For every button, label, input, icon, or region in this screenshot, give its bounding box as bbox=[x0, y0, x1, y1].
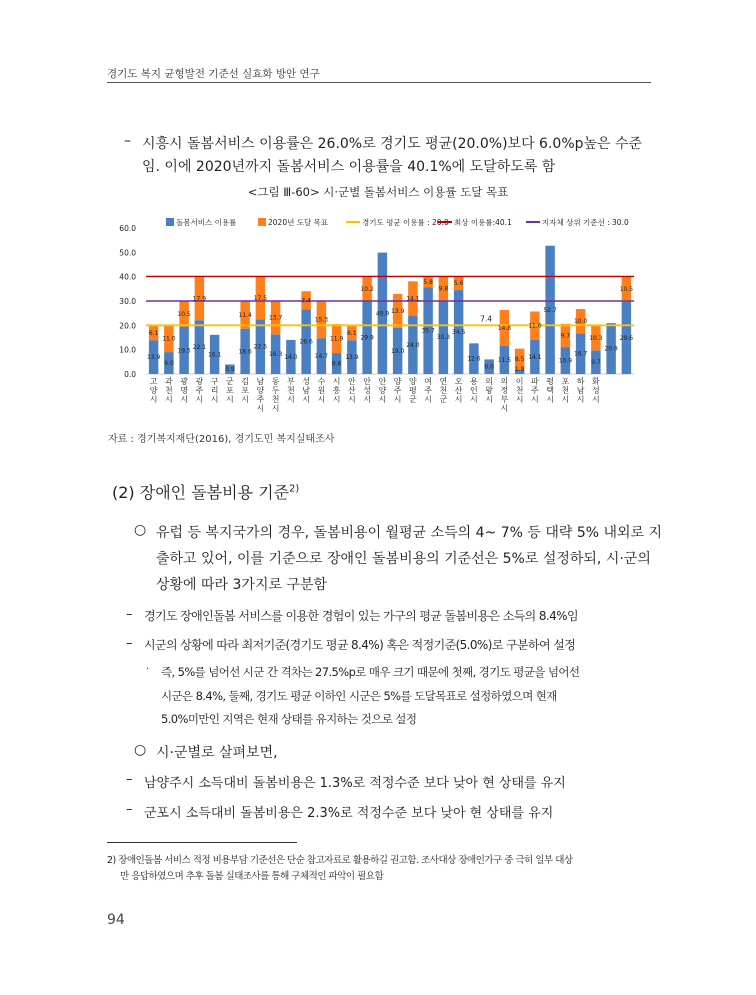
x-axis-labels bbox=[150, 376, 600, 413]
x-tick-label: 시 bbox=[271, 404, 280, 413]
bar-target-label: 10.2 bbox=[360, 285, 374, 293]
y-tick-label: 20.0 bbox=[119, 321, 136, 331]
dash-marker: – bbox=[126, 802, 133, 817]
x-tick-label: 시 bbox=[165, 395, 173, 404]
dash-item-3: 남양주시 소득대비 돌봄비용은 1.3%로 적정수준 보다 낮아 현 상태를 유지 bbox=[144, 776, 566, 791]
x-tick-label: 화 bbox=[592, 377, 600, 386]
legend-label: 돌봄서비스 이용률 bbox=[176, 218, 237, 227]
dash-marker: – bbox=[126, 772, 133, 787]
circle-bullet: ○ bbox=[134, 522, 147, 538]
x-tick-label: 천 bbox=[439, 386, 448, 395]
bar-usage-label: 9.0 bbox=[164, 360, 174, 368]
x-tick-label: 연 bbox=[439, 377, 448, 386]
x-tick-label: 천 bbox=[561, 386, 570, 395]
x-tick-label: 양 bbox=[393, 377, 402, 386]
x-tick-label: 평 bbox=[409, 386, 417, 395]
footnote-mark: 2) bbox=[289, 483, 300, 495]
x-tick-label: 하 bbox=[576, 377, 585, 386]
y-tick-label: 30.0 bbox=[119, 297, 136, 306]
x-tick-label: 원 bbox=[317, 386, 326, 395]
x-tick-label: 시 bbox=[393, 395, 402, 404]
header-rule bbox=[107, 82, 651, 83]
x-tick-label: 시 bbox=[424, 395, 432, 404]
bar-target-label: 17.9 bbox=[192, 295, 207, 303]
bullet1-line-3: 상황에 따라 3가지로 구분함 bbox=[156, 577, 328, 593]
bar-usage-label: 10.9 bbox=[558, 357, 573, 365]
x-tick-label: 명 bbox=[180, 386, 188, 395]
x-tick-label: 시 bbox=[363, 395, 371, 404]
x-tick-label: 리 bbox=[210, 386, 219, 395]
bar-target-label: 9.7 bbox=[560, 332, 571, 340]
bar-target-label: 15.3 bbox=[314, 316, 329, 324]
section-title-text: (2) 장애인 돌봄비용 기준 bbox=[112, 483, 290, 502]
legend-label: 2020년 도달 목표 bbox=[268, 218, 329, 227]
bar-target-label: 11.9 bbox=[329, 335, 344, 343]
x-tick-label: 주 bbox=[256, 395, 265, 404]
x-tick-label: 시 bbox=[500, 404, 509, 413]
x-tick-label: 시 bbox=[287, 395, 295, 404]
x-tick-label: 시 bbox=[531, 395, 539, 404]
x-tick-label: 성 bbox=[363, 386, 371, 395]
bar-usage-label: 16.1 bbox=[207, 351, 222, 359]
x-tick-label: 천 bbox=[165, 386, 173, 395]
x-tick-label: 오 bbox=[454, 377, 463, 386]
x-tick-label: 포 bbox=[561, 377, 570, 386]
legend-swatch bbox=[166, 218, 174, 226]
x-tick-label: 시 bbox=[576, 395, 585, 404]
bar-target-label: 11.0 bbox=[162, 335, 176, 343]
bar-target-label: 9.8 bbox=[438, 285, 449, 293]
bullet1-line-1: 유럽 등 복지국가의 경우, 돌봄비용이 월평균 소득의 4~ 7% 등 대략 5% 내외로 지 bbox=[156, 525, 663, 541]
y-tick-label: 50.0 bbox=[119, 248, 136, 258]
y-tick-label: 10.0 bbox=[119, 345, 136, 355]
x-tick-label: 부 bbox=[500, 395, 509, 404]
legend-swatch bbox=[258, 218, 266, 226]
footnote-rule bbox=[107, 842, 297, 843]
bar-usage-label: 8.6 bbox=[331, 360, 342, 368]
bar-usage-label: 19.0 bbox=[390, 347, 405, 355]
bar-usage-label: 18.6 bbox=[238, 348, 252, 356]
x-tick-label: 시 bbox=[470, 395, 478, 404]
x-tick-label: 남 bbox=[302, 386, 310, 395]
dot-bullet: · bbox=[146, 664, 150, 675]
x-tick-label: 천 bbox=[515, 386, 524, 395]
bar-usage-label: 14.1 bbox=[528, 353, 542, 361]
dash-item-1: 경기도 장애인돌봄 서비스를 이용한 경험이 있는 가구의 평균 돌봄비용은 소득의 8.4%임 bbox=[144, 609, 578, 623]
bullet2-line-1: 시·군별로 살펴보면, bbox=[156, 745, 278, 761]
bar-target-label: 5.8 bbox=[423, 278, 433, 286]
x-tick-label: 의 bbox=[500, 377, 509, 386]
x-tick-label: 시 bbox=[195, 395, 204, 404]
x-tick-label: 시 bbox=[241, 395, 249, 404]
y-axis-ticks bbox=[119, 224, 136, 379]
dash-item-4: 군포시 소득대비 돌봄비용은 2.3%로 적정수준 보다 낮아 현 상태를 유지 bbox=[144, 806, 554, 821]
x-tick-label: 포 bbox=[226, 386, 234, 395]
x-tick-label: 시 bbox=[348, 395, 356, 404]
sub-line-3: 5.0%미만인 지역은 현재 상태를 유지하는 것으로 설정 bbox=[161, 712, 417, 726]
x-tick-label: 산 bbox=[454, 386, 463, 395]
x-tick-label: 군 bbox=[409, 395, 417, 404]
bar-target-label: 10.3 bbox=[589, 334, 603, 342]
x-tick-label: 광 bbox=[195, 377, 204, 386]
bar-usage-label: 6.0 bbox=[484, 363, 494, 371]
x-tick-label: 시 bbox=[332, 395, 341, 404]
bar-usage-label: 11.5 bbox=[497, 357, 512, 365]
bar-usage-label: 3.9 bbox=[225, 366, 235, 373]
x-tick-label: 천 bbox=[271, 395, 280, 404]
bar-usage-label: 9.7 bbox=[591, 359, 601, 367]
bar-target-label: 8.5 bbox=[514, 356, 525, 364]
x-tick-label: 군 bbox=[439, 395, 448, 404]
bar-usage-label: 34.5 bbox=[451, 329, 466, 337]
bar-usage-label: 12.6 bbox=[467, 355, 481, 363]
reference-lines bbox=[146, 276, 634, 325]
x-tick-label: 성 bbox=[592, 386, 600, 395]
x-tick-label: 양 bbox=[378, 386, 387, 395]
bar-usage-label: 16.3 bbox=[268, 351, 283, 359]
x-tick-label: 군 bbox=[226, 377, 234, 386]
bar-usage-label: 22.1 bbox=[192, 344, 207, 352]
x-tick-label: 시 bbox=[317, 395, 326, 404]
bar-usage-label: 13.9 bbox=[146, 354, 161, 362]
figure-caption: <그림 Ⅲ-60> 시·군별 돌봄서비스 이용률 도달 목표 bbox=[247, 185, 509, 199]
y-tick-label: 40.0 bbox=[119, 272, 136, 282]
bar-target-label: 11.6 bbox=[528, 322, 542, 330]
bullet1-line-2: 출하고 있어, 이를 기준으로 장애인 돌봄비용의 기준선은 5%로 설정하되, 시·군의 bbox=[156, 551, 651, 567]
bar-usage-label: 29.9 bbox=[360, 334, 374, 342]
sub-line-2: 시군은 8.4%, 둘째, 경기도 평균 이하인 시군은 5%를 도달목표로 설정하였으며 현재 bbox=[161, 689, 557, 703]
x-tick-label: 파 bbox=[531, 377, 539, 386]
bar-usage-label: 19.5 bbox=[177, 347, 191, 355]
x-tick-label: 동 bbox=[271, 377, 280, 386]
x-tick-label: 시 bbox=[332, 377, 341, 386]
bar-usage-label: 26.6 bbox=[299, 338, 313, 346]
footnote-line-2: 만 응답하였으며 추후 돌봄 실태조사를 통해 구체적인 파악이 필요함 bbox=[120, 871, 384, 882]
bar-target-label: 6.1 bbox=[347, 329, 357, 337]
bar-target-label: 14.1 bbox=[406, 295, 420, 303]
legend-label: 지자체 상위 기준선 : 30.0 bbox=[542, 218, 629, 227]
y-tick-label: 60.0 bbox=[119, 224, 136, 233]
bar-target-label: 13.9 bbox=[390, 307, 405, 315]
section-title bbox=[112, 480, 299, 503]
x-tick-label: 양 bbox=[409, 377, 417, 386]
bar-usage-label: 13.9 bbox=[345, 354, 359, 362]
x-tick-label: 양 bbox=[256, 386, 265, 395]
x-tick-label: 시 bbox=[180, 395, 188, 404]
chart-legend bbox=[166, 217, 629, 227]
bar-usage-label: 30.3 bbox=[436, 334, 451, 342]
bar-target-label: 10.5 bbox=[177, 310, 191, 318]
extra-label: 7.4 bbox=[480, 314, 493, 324]
legend-label: 최상 이용률:40.1 bbox=[454, 218, 512, 227]
bar-usage-label: 1.9 bbox=[514, 366, 525, 373]
bar-usage-label: 16.7 bbox=[573, 350, 588, 358]
x-tick-label: 시 bbox=[378, 395, 387, 404]
x-tick-label: 광 bbox=[180, 377, 188, 386]
y-tick-label: 0.0 bbox=[124, 370, 136, 379]
x-tick-label: 천 bbox=[287, 386, 295, 395]
x-tick-label: 포 bbox=[241, 386, 249, 395]
intro-line-2: 임. 이에 2020년까지 돌봄서비스 이용률을 40.1%에 도달하도록 함 bbox=[142, 159, 556, 175]
x-tick-label: 의 bbox=[485, 377, 493, 386]
bar-target-label: 11.4 bbox=[238, 311, 252, 319]
x-tick-label: 두 bbox=[271, 386, 280, 395]
sub-line-1: 즉, 5%를 넘어선 시군 간 격차는 27.5%p로 매우 크기 때문에 첫째, 경기도 평균을 넘어선 bbox=[161, 665, 580, 679]
x-tick-label: 시 bbox=[485, 395, 493, 404]
dash-item-2: 시군의 상황에 따라 최저기준(경기도 평균 8.4%) 혹은 적정기준(5.0%)로 구분하여 설정 bbox=[144, 638, 576, 652]
x-tick-label: 산 bbox=[348, 386, 356, 395]
x-tick-label: 수 bbox=[317, 377, 326, 386]
bar-usage-label: 49.9 bbox=[375, 310, 390, 318]
x-tick-label: 시 bbox=[454, 395, 463, 404]
bar-target-label: 5.6 bbox=[453, 280, 464, 288]
x-tick-label: 정 bbox=[500, 386, 509, 395]
footnote-line-1: 2) 장애인돌봄 서비스 적정 비용부담 기준선은 단순 참고자료로 활용하길 권고함. 조사대상 장애인가구 중 극히 일부 대상 bbox=[107, 855, 573, 866]
x-tick-label: 평 bbox=[546, 377, 554, 386]
x-tick-label: 남 bbox=[256, 377, 265, 386]
x-tick-label: 주 bbox=[424, 386, 432, 395]
bar-usage-label: 52.7 bbox=[543, 306, 557, 314]
x-tick-label: 시 bbox=[226, 395, 234, 404]
bar-usage-label: 35.7 bbox=[421, 327, 435, 335]
bar-usage-label: 14.7 bbox=[314, 353, 329, 361]
x-tick-label: 고 bbox=[149, 377, 158, 386]
x-tick-label: 흥 bbox=[332, 386, 341, 395]
running-header: 경기도 복지 균형발전 기준선 실효화 방안 연구 bbox=[107, 68, 320, 80]
bar-usage-label: 24.0 bbox=[406, 341, 420, 349]
bar-target-label: 14.8 bbox=[497, 325, 512, 333]
stacked-bar-chart bbox=[108, 210, 656, 425]
x-tick-label: 남 bbox=[576, 386, 585, 395]
x-tick-label: 시 bbox=[561, 395, 570, 404]
x-tick-label: 과 bbox=[165, 377, 173, 386]
x-tick-label: 시 bbox=[149, 395, 158, 404]
x-tick-label: 시 bbox=[546, 395, 554, 404]
x-tick-label: 이 bbox=[515, 377, 524, 386]
dash-marker: – bbox=[126, 607, 133, 622]
dash-marker: – bbox=[124, 133, 131, 149]
x-tick-label: 구 bbox=[210, 377, 219, 386]
bar-target-label: 13.7 bbox=[268, 314, 283, 322]
x-tick-label: 시 bbox=[592, 395, 600, 404]
x-tick-label: 안 bbox=[363, 377, 371, 386]
bar-target-label: 10.5 bbox=[619, 286, 634, 294]
page-number: 94 bbox=[107, 912, 125, 928]
x-tick-label: 시 bbox=[210, 395, 219, 404]
x-tick-label: 인 bbox=[470, 386, 478, 395]
x-tick-label: 주 bbox=[195, 386, 204, 395]
x-tick-label: 여 bbox=[424, 377, 432, 386]
x-tick-label: 안 bbox=[378, 377, 387, 386]
x-tick-label: 택 bbox=[546, 386, 554, 395]
x-tick-label: 성 bbox=[302, 377, 310, 386]
bar-usage-label: 20.9 bbox=[604, 345, 618, 353]
dash-marker: – bbox=[126, 636, 133, 651]
intro-line-1: 시흥시 돌봄서비스 이용률은 26.0%로 경기도 평균(20.0%)보다 6.0%p높은 수준 bbox=[142, 136, 643, 152]
bar-target-label: 10.0 bbox=[573, 318, 588, 326]
x-tick-label: 용 bbox=[470, 377, 478, 386]
bar-target-label: 6.1 bbox=[148, 329, 159, 337]
x-tick-label: 시 bbox=[302, 395, 310, 404]
bar-usage-label: 22.5 bbox=[253, 343, 268, 351]
x-tick-label: 왕 bbox=[485, 386, 493, 395]
bar-target-label: 17.5 bbox=[253, 294, 268, 302]
x-tick-label: 시 bbox=[256, 404, 265, 413]
x-tick-label: 주 bbox=[393, 386, 402, 395]
figure-source: 자료 : 경기복지재단(2016), 경기도민 복지실태조사 bbox=[108, 434, 335, 445]
x-tick-label: 시 bbox=[515, 395, 524, 404]
bar-usage-label: 14.0 bbox=[284, 353, 298, 361]
circle-bullet: ○ bbox=[134, 742, 147, 758]
x-tick-label: 김 bbox=[241, 377, 249, 386]
x-tick-label: 주 bbox=[531, 386, 539, 395]
x-tick-label: 안 bbox=[348, 377, 356, 386]
x-tick-label: 부 bbox=[287, 377, 295, 386]
x-tick-label: 양 bbox=[149, 386, 158, 395]
bar-usage-label: 29.6 bbox=[619, 334, 634, 342]
legend-label: 경기도 평균 이용률 : 20.0 bbox=[362, 218, 449, 227]
bar-target-label: 7.4 bbox=[301, 297, 311, 305]
